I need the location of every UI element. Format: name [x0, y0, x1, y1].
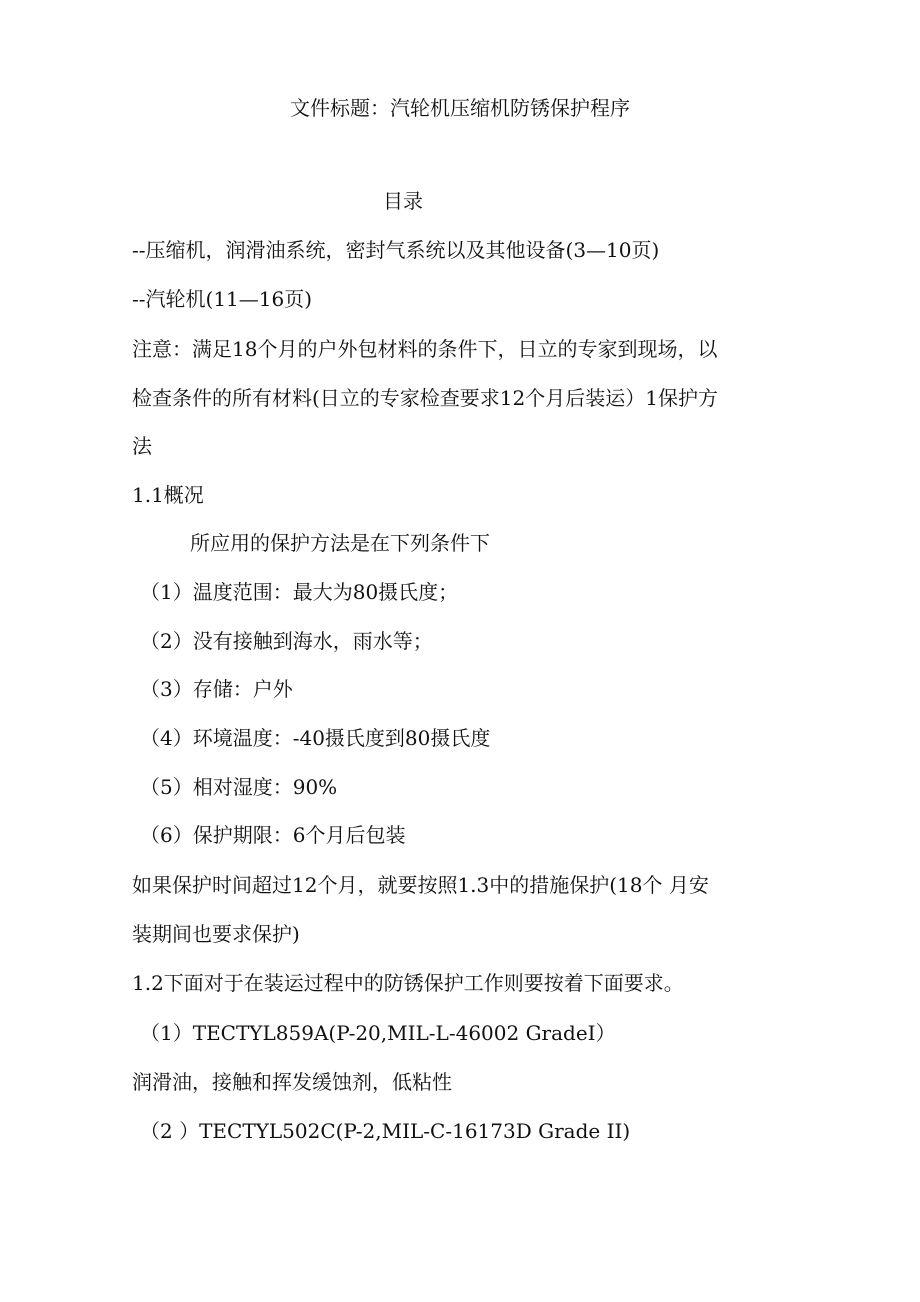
condition-item: （1）温度范围：最大为80摄氏度；: [140, 580, 459, 604]
document-title: 文件标题：汽轮机压缩机防锈保护程序: [290, 96, 630, 120]
list-item: （1）TECTYL859A(P-20,MIL-L-46002 GradeⅠ）: [140, 1021, 616, 1045]
section-heading: 1.1概况: [132, 483, 204, 507]
condition-item: （6）保护期限：6个月后包装: [140, 823, 406, 847]
list-item: （2 ）TECTYL502C(P-2,MIL-C-16173D Grade II): [140, 1119, 631, 1143]
section-heading: 1.2下面对于在装运过程中的防锈保护工作则要按着下面要求。: [132, 971, 684, 995]
toc-entry: --汽轮机(11—16页): [132, 287, 313, 311]
toc-heading: 目录: [383, 189, 423, 213]
note-line: 法: [132, 434, 152, 458]
condition-item: （5）相对湿度：90%: [140, 775, 338, 799]
condition-item: （2）没有接触到海水，雨水等；: [140, 629, 433, 653]
toc-entry: --压缩机，润滑油系统，密封气系统以及其他设备(3—10页): [132, 238, 660, 262]
paragraph-text: 所应用的保护方法是在下列条件下: [190, 531, 490, 555]
condition-item: （4）环境温度：-40摄氏度到80摄氏度: [140, 726, 491, 750]
paragraph-text: 如果保护时间超过12个月，就要按照1.3中的措施保护(18个 月安: [132, 873, 709, 897]
paragraph-text: 润滑油，接触和挥发缓蚀剂，低粘性: [132, 1070, 452, 1094]
paragraph-text: 装期间也要求保护): [132, 922, 300, 946]
condition-item: （3）存储：户外: [140, 677, 293, 701]
note-line: 检查条件的所有材料(日立的专家检查要求12个月后装运）1保护方: [132, 386, 718, 410]
note-line: 注意：满足18个月的户外包材料的条件下，日立的专家到现场，以: [132, 337, 718, 361]
